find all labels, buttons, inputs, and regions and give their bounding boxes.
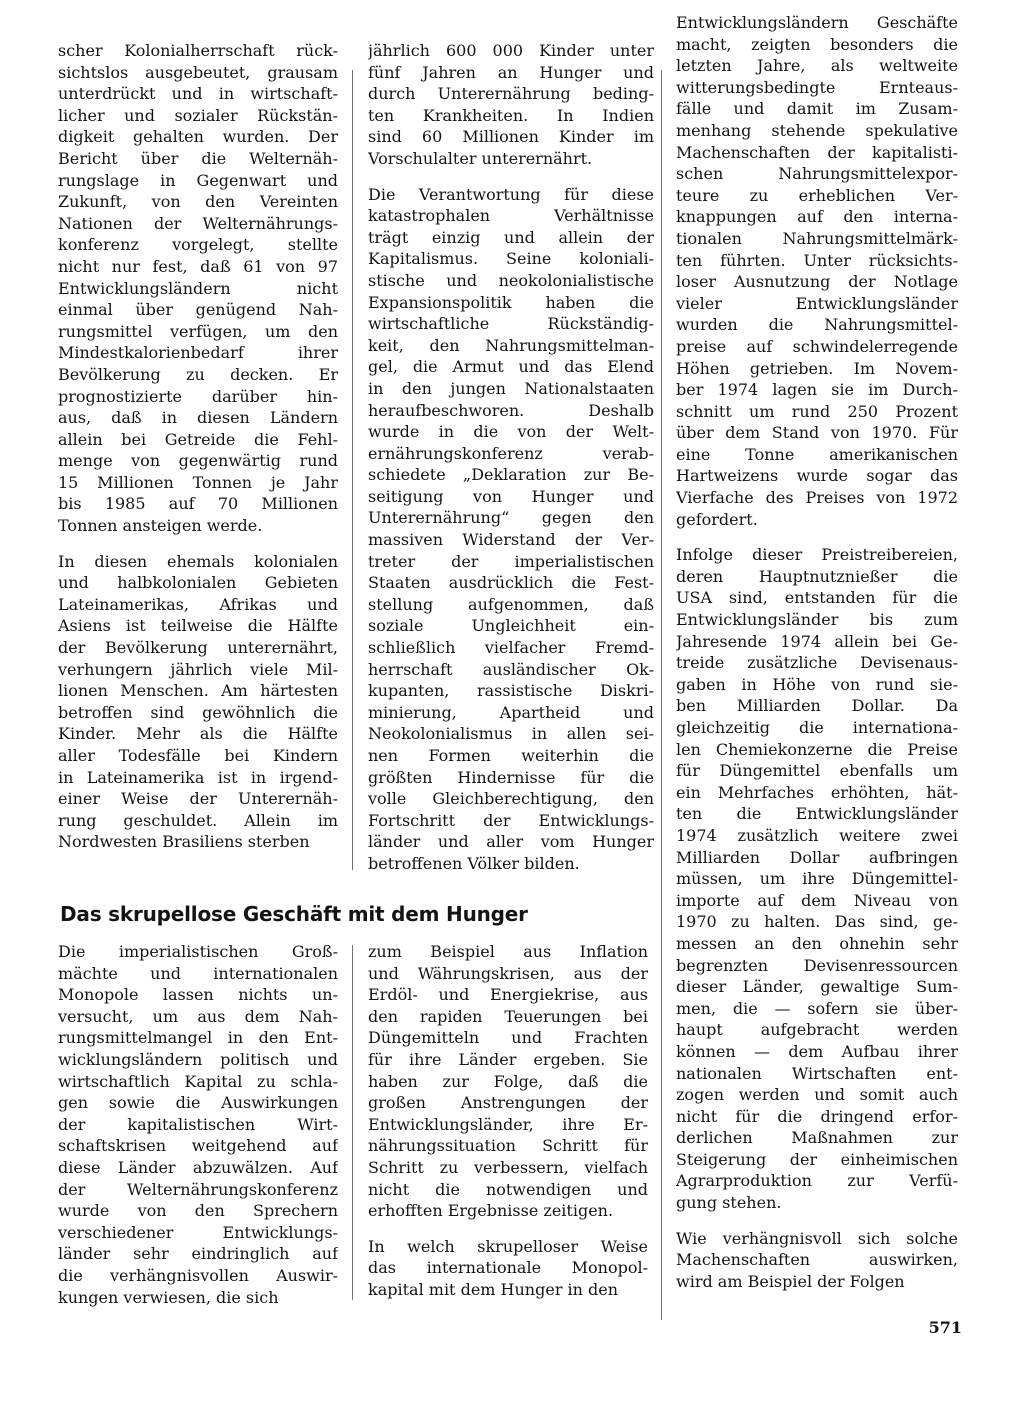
text-line: einer Weise der Unterernäh-: [58, 789, 338, 809]
text-line: die verhängnisvollen Auswir-: [58, 1265, 338, 1285]
text-line: Monopole lassen nichts un-: [58, 985, 338, 1005]
text-line: Erdöl- und Energiekrise, aus: [368, 985, 648, 1005]
text-line: fälle und damit im Zusam-: [676, 99, 958, 119]
text-line: Entwicklungsländern nicht: [58, 278, 338, 298]
text-line: und halbkolonialen Gebieten: [58, 573, 338, 593]
text-line: letzten Jahre, als weltweite: [676, 56, 958, 76]
text-line: In welch skrupelloser Weise: [368, 1236, 648, 1256]
text-line: Kinder. Mehr als die Hälfte: [58, 724, 338, 744]
text-line: wirtschaftlich Kapital zu schla-: [58, 1071, 338, 1091]
text-line: jährlich 600 000 Kinder unter: [368, 41, 654, 60]
text-line: nationalen Wirtschaften ent-: [676, 1063, 958, 1083]
paragraph: [676, 12, 958, 530]
text-line: preise auf schwindelerregende: [676, 336, 958, 356]
text-line: 1974 zusätzlich weitere zwei: [676, 825, 958, 845]
text-line: zogen werden und somit auch: [676, 1085, 958, 1105]
page-number: 571: [928, 1318, 962, 1337]
text-line: verschiedener Entwicklungs-: [58, 1222, 338, 1242]
text-line: derlichen Maßnahmen zur: [676, 1128, 958, 1148]
text-line: Vorschulalter unterernährt.: [368, 148, 593, 168]
text-line: wirtschaftliche Rückständig-: [368, 314, 654, 334]
paragraph: [368, 941, 648, 1222]
column-divider-lower-1: [352, 945, 353, 1300]
text-line: minierung, Apartheid und: [368, 702, 654, 722]
text-line: Milliarden Dollar aufbringen: [676, 847, 958, 867]
text-line: länder und aller vom Hunger: [368, 832, 654, 852]
upper-column-2: [368, 40, 654, 880]
text-line: 1970 zu halten. Das sind, ge-: [676, 912, 958, 932]
text-line: vieler Entwicklungsländer: [676, 293, 958, 313]
text-line: Expansionspolitik haben die: [368, 292, 654, 312]
text-line: über dem Stand von 1970. Für: [676, 423, 958, 443]
text-line: ten die Entwicklungsländer: [676, 804, 958, 824]
text-line: treter der imperialistischen: [368, 551, 654, 571]
text-line: schaftskrisen weitgehend auf: [58, 1136, 338, 1156]
text-line: Wie verhängnisvoll sich solche: [676, 1228, 958, 1248]
right-column: [676, 12, 958, 1312]
text-line: müssen, um ihre Düngemittel-: [676, 869, 958, 889]
text-line: ten Krankheiten. In Indien: [368, 105, 654, 125]
text-line: schnitt um rund 250 Prozent: [676, 401, 958, 421]
text-line: Hartweizens wurde sogar das: [676, 466, 958, 486]
text-line: in Lateinamerika ist in irgend-: [58, 767, 338, 787]
text-line: messen an den ohnehin sehr: [676, 933, 958, 953]
text-line: Bevölkerung zu decken. Er: [58, 364, 338, 384]
text-line: haupt aufgebracht werden: [676, 1020, 958, 1040]
text-line: in den jungen Nationalstaaten: [368, 378, 654, 398]
text-line: prognostizierte darüber hin-: [58, 386, 338, 406]
text-line: 15 Millionen Tonnen je Jahr: [58, 472, 338, 492]
text-line: Kapitalismus. Seine koloniali-: [368, 249, 654, 269]
text-line: größten Hindernisse für die: [368, 767, 654, 787]
text-line: Die imperialistischen Groß-: [58, 942, 338, 961]
text-line: begrenzten Devisenressourcen: [676, 955, 958, 975]
text-line: länder sehr eindringlich auf: [58, 1244, 338, 1264]
text-line: aller Todesfälle bei Kindern: [58, 746, 338, 765]
text-line: versucht, um aus dem Nah-: [58, 1006, 338, 1026]
text-line: digkeit gehalten wurden. Der: [58, 127, 338, 147]
text-line: trägt einzig und allein der: [368, 227, 654, 247]
text-line: ben Milliarden Dollar. Da: [676, 696, 958, 716]
text-line: der Welternährungskonferenz: [58, 1179, 338, 1199]
text-line: mächte und internationalen: [58, 963, 338, 983]
text-line: In diesen ehemals kolonialen: [58, 551, 338, 571]
text-line: schen Nahrungsmittelexpor-: [676, 164, 958, 184]
text-line: aus, daß in diesen Ländern: [58, 408, 338, 428]
text-line: betroffen sind gewöhnlich die: [58, 702, 338, 722]
text-line: verhungern jährlich viele Mil-: [58, 659, 338, 679]
text-line: Lateinamerikas, Afrikas und: [58, 594, 338, 614]
text-line: Düngemitteln und Frachten: [368, 1028, 648, 1048]
text-line: Nationen der Welternährungs-: [58, 213, 338, 233]
text-line: eine Tonne amerikanischen: [676, 444, 958, 464]
text-line: treide zusätzliche Devisenaus-: [676, 653, 958, 673]
text-line: Jahresende 1974 allein bei Ge-: [676, 631, 958, 651]
text-line: Die Verantwortung für diese: [368, 184, 654, 204]
text-line: menge von gegenwärtig rund: [58, 451, 338, 471]
text-line: importe auf dem Niveau von: [676, 890, 958, 910]
text-line: großen Anstrengungen der: [368, 1093, 648, 1113]
text-line: Tonnen ansteigen werde.: [58, 516, 263, 536]
text-line: den rapiden Teuerungen bei: [368, 1006, 648, 1026]
text-line: Neokolonialismus in allen sei-: [368, 724, 654, 744]
paragraph: [368, 40, 654, 170]
section-heading: Das skrupellose Geschäft mit dem Hunger: [60, 902, 528, 926]
text-line: Zukunft, von den Vereinten: [58, 192, 338, 212]
text-line: kapital mit dem Hunger in den: [368, 1279, 619, 1299]
text-line: herrschaft ausländischer Ok-: [368, 659, 654, 679]
text-line: dieser Länder, gewaltige Sum-: [676, 977, 958, 997]
upper-column-1: [58, 40, 338, 880]
text-line: gen sowie die Auswirkungen: [58, 1093, 338, 1113]
text-line: gung stehen.: [676, 1193, 782, 1213]
paragraph: [58, 941, 338, 1308]
text-line: knappungen auf den interna-: [676, 207, 958, 227]
text-line: Nordwesten Brasiliens sterben: [58, 832, 310, 852]
text-line: Entwicklungsländern Geschäfte: [676, 13, 958, 32]
text-line: lionen Menschen. Am härtesten: [58, 681, 338, 701]
text-line: nen Formen weiterhin die: [368, 746, 654, 765]
text-line: können — dem Aufbau ihrer: [676, 1041, 958, 1061]
text-line: scher Kolonialherrschaft rück-: [58, 41, 338, 60]
text-line: len Chemiekonzerne die Preise: [676, 739, 958, 759]
text-line: Entwicklungsländer, ihre Er-: [368, 1114, 648, 1134]
text-line: gaben in Höhe von rund sie-: [676, 674, 958, 694]
text-line: volle Gleichberechtigung, den: [368, 789, 654, 809]
text-line: teure zu erheblichen Ver-: [676, 185, 958, 205]
text-line: licher und sozialer Rückstän-: [58, 105, 338, 125]
paragraph: [676, 1228, 958, 1293]
text-line: tionalen Nahrungsmittelmärk-: [676, 228, 958, 248]
text-line: rungsmittel verfügen, um den: [58, 321, 338, 341]
text-line: wurde von den Sprechern: [58, 1201, 338, 1221]
text-line: Fortschritt der Entwicklungs-: [368, 810, 654, 830]
text-line: Asiens ist teilweise die Hälfte: [58, 616, 338, 636]
text-line: wurden die Nahrungsmittel-: [676, 315, 958, 335]
text-line: konferenz vorgelegt, stellte: [58, 235, 338, 255]
text-line: durch Unterernährung beding-: [368, 84, 654, 104]
text-line: gleichzeitig die internationa-: [676, 718, 958, 737]
text-line: ten führten. Unter rücksichts-: [676, 250, 958, 270]
text-line: wicklungsländern politisch und: [58, 1049, 338, 1069]
lower-column-1: [58, 941, 338, 1311]
text-line: wurde in die von der Welt-: [368, 422, 654, 442]
text-line: allein bei Getreide die Fehl-: [58, 429, 338, 449]
text-line: ein Mehrfaches erhöhten, hät-: [676, 782, 958, 802]
lower-column-2: [368, 941, 648, 1311]
text-line: witterungsbedingte Ernteaus-: [676, 77, 958, 97]
text-line: Vierfache des Preises von 1972: [676, 488, 958, 508]
text-line: Schritt zu verbessern, vielfach: [368, 1157, 648, 1177]
text-line: fünf Jahren an Hunger und: [368, 62, 654, 82]
text-line: katastrophalen Verhältnisse: [368, 206, 654, 226]
text-line: Höhen getrieben. Im Novem-: [676, 358, 958, 378]
text-line: loser Ausnutzung der Notlage: [676, 272, 958, 292]
text-line: unterdrückt und in wirtschaft-: [58, 84, 338, 104]
text-line: stellung aufgenommen, daß: [368, 594, 654, 614]
text-line: einmal über genügend Nah-: [58, 300, 338, 320]
text-line: für Düngemittel ebenfalls um: [676, 761, 958, 781]
text-line: sind 60 Millionen Kinder im: [368, 127, 654, 147]
paragraph: [58, 40, 338, 537]
text-line: massiven Widerstand der Ver-: [368, 530, 654, 550]
text-line: Staaten ausdrücklich die Fest-: [368, 573, 654, 593]
text-line: gefordert.: [676, 509, 758, 529]
text-line: macht, zeigten besonders die: [676, 34, 958, 54]
text-line: kupanten, rassistische Diskri-: [368, 681, 654, 701]
text-line: schließlich vielfacher Fremd-: [368, 638, 654, 658]
text-line: betroffenen Völker bilden.: [368, 853, 580, 873]
text-line: soziale Ungleichheit ein-: [368, 616, 654, 636]
text-line: Infolge dieser Preistreibereien,: [676, 545, 958, 565]
text-line: Machenschaften der kapitalisti-: [676, 142, 958, 162]
text-line: deren Hauptnutznießer die: [676, 566, 958, 586]
text-line: stische und neokolonialistische: [368, 270, 654, 290]
text-line: Entwicklungsländer bis zum: [676, 610, 958, 630]
column-divider-right: [661, 70, 662, 1320]
text-line: ber 1974 lagen sie im Durch-: [676, 380, 958, 400]
text-line: haben zur Folge, daß die: [368, 1071, 648, 1091]
text-line: Steigerung der einheimischen: [676, 1149, 958, 1169]
text-line: nicht die notwendigen und: [368, 1179, 648, 1199]
text-line: men, die — sofern sie über-: [676, 998, 958, 1018]
text-line: wird am Beispiel der Folgen: [676, 1271, 905, 1291]
text-line: für ihre Länder ergeben. Sie: [368, 1049, 648, 1069]
text-line: der Bevölkerung unterernährt,: [58, 638, 338, 658]
text-line: heraufbeschworen. Deshalb: [368, 400, 654, 420]
paragraph: [58, 551, 338, 853]
text-line: USA sind, entstanden für die: [676, 588, 958, 608]
text-line: der kapitalistischen Wirt-: [58, 1114, 338, 1134]
column-divider-upper-1: [352, 70, 353, 870]
text-line: rungslage in Gegenwart und: [58, 170, 338, 190]
text-line: kungen verwiesen, die sich: [58, 1287, 279, 1307]
text-line: rungsmittelmangel in den Ent-: [58, 1028, 338, 1048]
text-line: Machenschaften auswirken,: [676, 1250, 958, 1270]
text-line: menhang stehende spekulative: [676, 120, 958, 140]
text-line: sichtslos ausgebeutet, grausam: [58, 62, 338, 82]
text-line: keit, den Nahrungsmittelman-: [368, 335, 654, 355]
text-line: Bericht über die Welternäh-: [58, 148, 338, 168]
text-line: nicht nur fest, daß 61 von 97: [58, 256, 338, 276]
text-line: zum Beispiel aus Inflation: [368, 942, 648, 961]
text-line: diese Länder abzuwälzen. Auf: [58, 1157, 338, 1177]
text-line: nicht für die dringend erfor-: [676, 1106, 958, 1126]
text-line: Unterernährung“ gegen den: [368, 508, 654, 528]
text-line: und Währungskrisen, aus der: [368, 963, 648, 983]
text-line: das internationale Monopol-: [368, 1258, 648, 1278]
text-line: erhofften Ergebnisse zeitigen.: [368, 1201, 614, 1221]
paragraph: [368, 184, 654, 875]
text-line: Mindestkalorienbedarf ihrer: [58, 343, 338, 363]
text-line: ernährungskonferenz verab-: [368, 443, 654, 463]
text-line: Agrarproduktion zur Verfü-: [676, 1171, 958, 1191]
text-line: schiedete „Deklaration zur Be-: [368, 465, 654, 485]
text-line: gel, die Armut und das Elend: [368, 357, 654, 377]
text-line: bis 1985 auf 70 Millionen: [58, 494, 338, 514]
paragraph: [368, 1236, 648, 1301]
text-line: seitigung von Hunger und: [368, 486, 654, 506]
paragraph: [676, 544, 958, 1213]
text-line: nährungssituation Schritt für: [368, 1136, 648, 1156]
text-line: rung geschuldet. Allein im: [58, 810, 338, 830]
